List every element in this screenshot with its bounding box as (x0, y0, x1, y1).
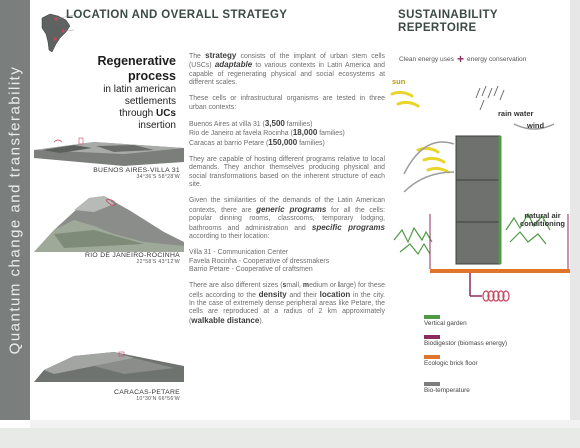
subtitle-line-3 (36, 108, 176, 120)
site-coordinates: 22°58'S 43°12'W (136, 259, 180, 265)
paragraph-programs: Given the similarities of the demands of the Latin American contexts, there are generic programs for all the cells: popular dinning rooms, classrooms, temporary lodging, bathrooms and administration and specific programs according to their location: (189, 197, 386, 240)
site-image-buenos-aires (34, 128, 184, 166)
paragraph-sizes: There are also different sizes (small, medium or large) for these cells according to the density and their location in the city. In the case of extremely dense peripheral areas like Petare, the cells are reproduced at a radius of 2 km approximately (walkable distance). (189, 282, 385, 325)
paragraph-specific-programs: Villa 31 - Communication Center Favela Rocinha - Cooperative of dressmakers Barrio Petare - Cooperative of craftsmen (189, 249, 330, 273)
rain-water-label: rain water (498, 109, 534, 118)
site-name: CARACAS-PETARE (113, 389, 180, 396)
legend-swatch (424, 355, 440, 359)
energy-conservation-label: energy conservation (467, 56, 527, 63)
site-name: RIO DE JANEIRO-ROCINHA (85, 252, 180, 259)
site-image-caracas (34, 340, 184, 382)
legend-swatch (424, 315, 440, 319)
strategy-text (189, 52, 385, 334)
rain-icon (476, 86, 504, 110)
clean-energy-label: Clean energy uses (399, 56, 454, 63)
subtitle-ucs: UCs (155, 108, 176, 119)
legend-swatch (424, 335, 440, 339)
title-line-2: process (128, 69, 176, 83)
heading-line-2: REPERTOIRE (398, 22, 477, 34)
biodigestor-coil-icon (483, 291, 509, 301)
section-heading-sustainability (398, 9, 498, 35)
ecologic-brick-floor (430, 269, 570, 273)
site-coordinates: 10°30'N 66°56'W (136, 396, 180, 402)
site-name: BUENOS AIRES-VILLA 31 (93, 167, 180, 174)
paragraph-hosting: They are capable of hosting different programs relative to local demands. They anchor themselves producing physical and social transformations based on the inherent structure of each site. (189, 156, 385, 189)
natural-air-label: natural air conditioning (520, 211, 565, 228)
section-heading-location: LOCATION AND OVERALL STRATEGY (66, 9, 288, 21)
heading-line-1: SUSTAINABILITY (398, 9, 498, 21)
site-image-rio-de-janeiro (34, 190, 184, 252)
sidebar-band (0, 0, 30, 420)
wind-label: wind (527, 121, 545, 130)
subtitle-line-2: settlements (124, 96, 176, 107)
sidebar-vertical-title: Quantum change and transferability (6, 65, 24, 355)
footer-band (0, 428, 580, 448)
site-caption-buenos-aires (40, 167, 180, 180)
sun-rays-icon (392, 92, 448, 172)
south-america-map (36, 12, 76, 56)
title-line-1: Regenerative (97, 54, 176, 68)
sustainability-diagram (384, 64, 570, 314)
paragraph-contexts-intro: These cells or infrastructural organisms are tested in three urban contexts: (189, 95, 385, 111)
map-marker-buenos-aires (53, 37, 56, 40)
subtitle-through: through (119, 108, 156, 119)
paragraph-contexts-list: Buenos Aires at villa 31 (3,500 families) Rio de Janeiro at favela Rocinha (18,000 families) Caracas at barrio Petare (150,000 families) (189, 119, 345, 147)
subtitle-line-1: in latin american (103, 84, 176, 95)
paragraph-strategy: The strategy consists of the implant of urban stem cells (USCs) adaptable to various contexts in Latin America and capable of regenerating physical and social ecosystems at different scales. (189, 51, 386, 87)
subtitle-line-4: insertion (138, 120, 176, 131)
site-caption-rio-de-janeiro (40, 252, 180, 265)
bottom-rule (30, 420, 580, 428)
legend-swatch (424, 382, 440, 386)
site-caption-caracas (40, 389, 180, 402)
plus-icon: + (456, 52, 464, 66)
regenerative-process-title (36, 54, 176, 132)
sun-label: sun (392, 77, 406, 86)
building-core (456, 136, 500, 264)
site-coordinates: 34°36'S 58°28'W (136, 174, 180, 180)
scrollbar-track[interactable] (570, 0, 580, 428)
